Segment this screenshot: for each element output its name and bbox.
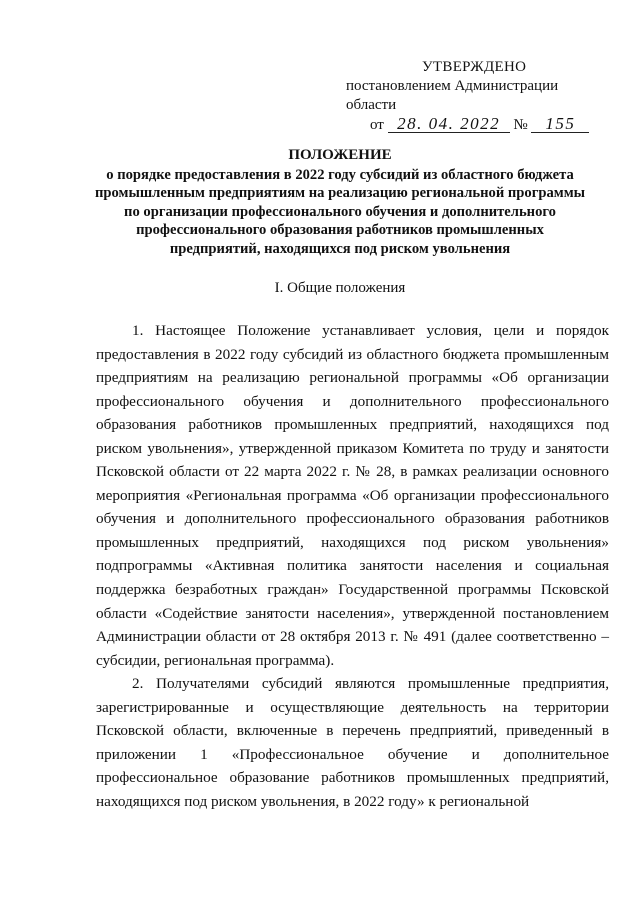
paragraph: 2. Получателями субсидий являются промышленные предприятия, зарегистрированные и осуществляющие деятельность на территории Псковской области, включенные в перечень предприятий, приведенный в приложении 1 «Профессиональное обучение и дополнительное профессиональное образование работников промышленных предприятий, находящихся под риском увольнения, в 2022 году» к региональной	[96, 675, 609, 810]
document-body	[96, 319, 609, 813]
approval-decree: постановлением Администрации области	[346, 78, 559, 113]
approval-word: УТВЕРЖДЕНО	[422, 59, 527, 75]
title-line: профессионального образования работников промышленных	[136, 222, 544, 239]
title-main: ПОЛОЖЕНИЕ	[288, 147, 392, 163]
approval-date-line	[370, 115, 610, 135]
title-line: о порядке предоставления в 2022 году субсидий из областного бюджета	[106, 166, 574, 183]
date-prefix: от	[370, 117, 384, 133]
title-line: предприятий, находящихся под риском увольнения	[169, 240, 511, 257]
paragraph: 1. Настоящее Положение устанавливает условия, цели и порядок предоставления в 2022 году субсидий из областного бюджета промышленным предприятиям на реализацию региональной программы «Об организации профессионального обучения и дополнительного профессионального образования работников промышленных предприятий, находящихся под риском увольнения», утвержденной приказом Комитета по труду и занятости Псковской области от 22 марта 2022 г. № 28, в рамках реализации основного мероприятия «Региональная программа «Об организации профессионального обучения и дополнительного профессионального образования работников промышленных предприятий, находящихся под риском увольнения» подпрограммы «Активная политика занятости населения и социальная поддержка безработных граждан» Государственной программы Псковской области «Содействие занятости населения», утвержденной постановлением Администрации области от 28 октября 2013 г. № 491 (далее соответственно – субсидии, региональная программа).	[96, 322, 609, 669]
approval-stamp	[340, 58, 610, 135]
handwritten-number: 155	[531, 115, 589, 133]
document-title	[80, 146, 600, 259]
section-heading: I. Общие положения	[274, 280, 406, 296]
title-line: промышленным предприятиям на реализацию региональной программы	[94, 185, 586, 202]
title-line: по организации профессионального обучения и дополнительного	[124, 203, 556, 220]
number-prefix: №	[513, 117, 528, 133]
handwritten-date: 28. 04. 2022	[388, 115, 510, 133]
